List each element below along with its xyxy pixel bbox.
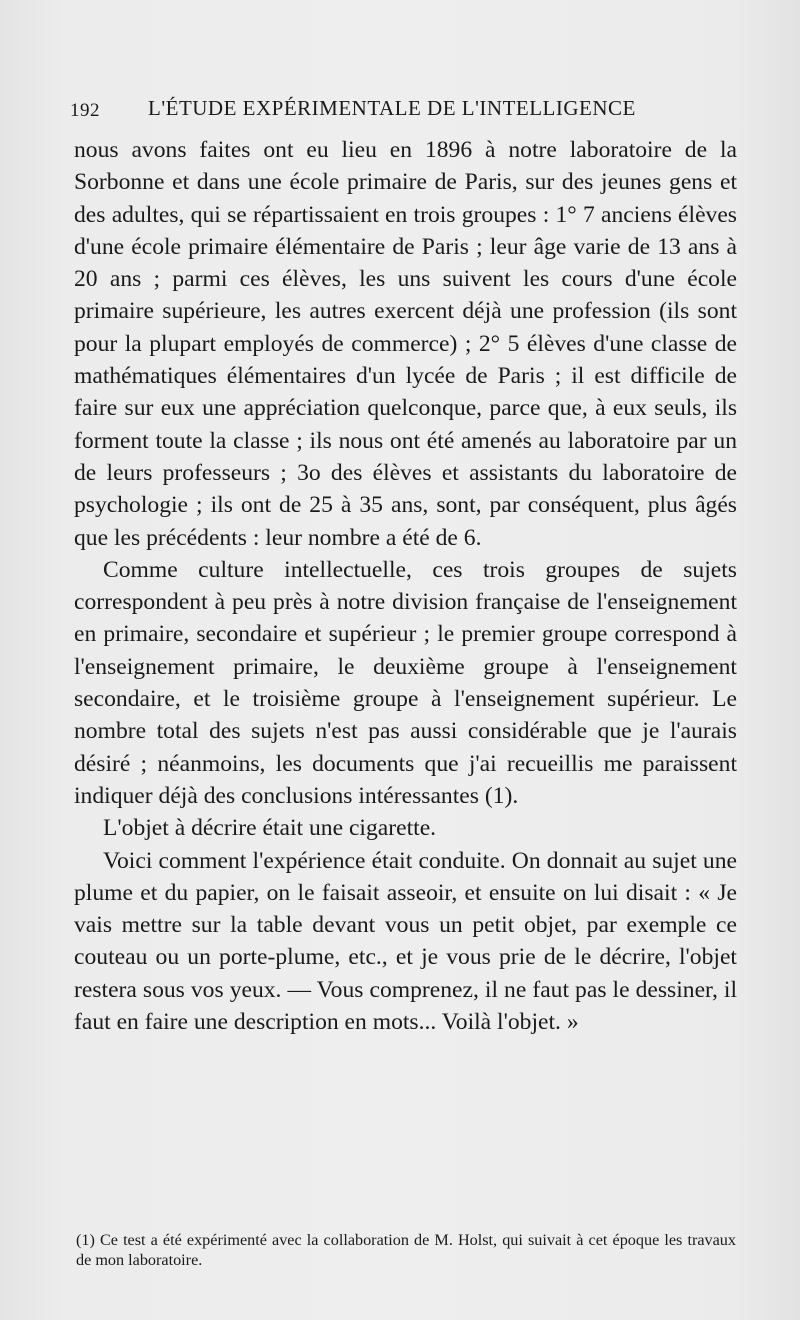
paragraph-culture: Comme culture intellectuelle, ces trois groupes de sujets correspondent à peu près à notre division française de l'enseignement en primaire, secondaire et supérieur ; le premier groupe correspond à l'enseignement primaire, le deuxième groupe à l'enseignement secondaire, et le troisième groupe à l'enseignement supérieur. Le nombre total des sujets n'est pas aussi considérable que je l'aurais désiré ; néanmoins, les documents que j'ai recueillis me paraissent indiquer déjà des conclusions intéressantes (1).	[74, 556, 737, 809]
running-title: L'ÉTUDE EXPÉRIMENTALE DE L'INTELLIGENCE	[148, 96, 636, 120]
footnote: (1) Ce test a été expérimenté avec la collaboration de M. Holst, qui suivait à cet époque les travaux de mon laboratoire.	[76, 1231, 736, 1269]
running-head	[70, 96, 670, 126]
paragraph-procedure: Voici comment l'expérience était conduite. On donnait au sujet une plume et du papier, on le faisait asseoir, et ensuite on lui disait : « Je vais mettre sur la table devant vous un petit objet, par exemple ce couteau ou un porte-plume, etc., et je vous prie de le décrire, l'objet restera sous vos yeux. — Vous comprenez, il ne faut pas le dessiner, il faut en faire une description en mots... Voilà l'objet. »	[74, 847, 737, 1036]
body-text	[74, 134, 737, 1038]
paragraph-continuation: nous avons faites ont eu lieu en 1896 à notre laboratoire de la Sorbonne et dans une école primaire de Paris, sur des jeunes gens et des adultes, qui se répartissaient en trois groupes : 1° 7 anciens élèves d'une école primaire élémentaire de Paris ; leur âge varie de 13 ans à 20 ans ; parmi ces élèves, les uns suivent les cours d'une école primaire supérieure, les autres exercent déjà une profession (ils sont pour la plupart employés de commerce) ; 2° 5 élèves d'une classe de mathématiques élémentaires d'un lycée de Paris ; il est difficile de faire sur eux une appréciation quelconque, parce que, à eux seuls, ils forment toute la classe ; ils nous ont été amenés au laboratoire par un de leurs professeurs ; 3o des élèves et assistants du laboratoire de psychologie ; ils ont de 25 à 35 ans, sont, par conséquent, plus âgés que les précédents : leur nombre a été de 6.	[74, 137, 737, 551]
page-number: 192	[70, 100, 100, 121]
paragraph-object: L'objet à décrire était une cigarette.	[103, 815, 437, 842]
